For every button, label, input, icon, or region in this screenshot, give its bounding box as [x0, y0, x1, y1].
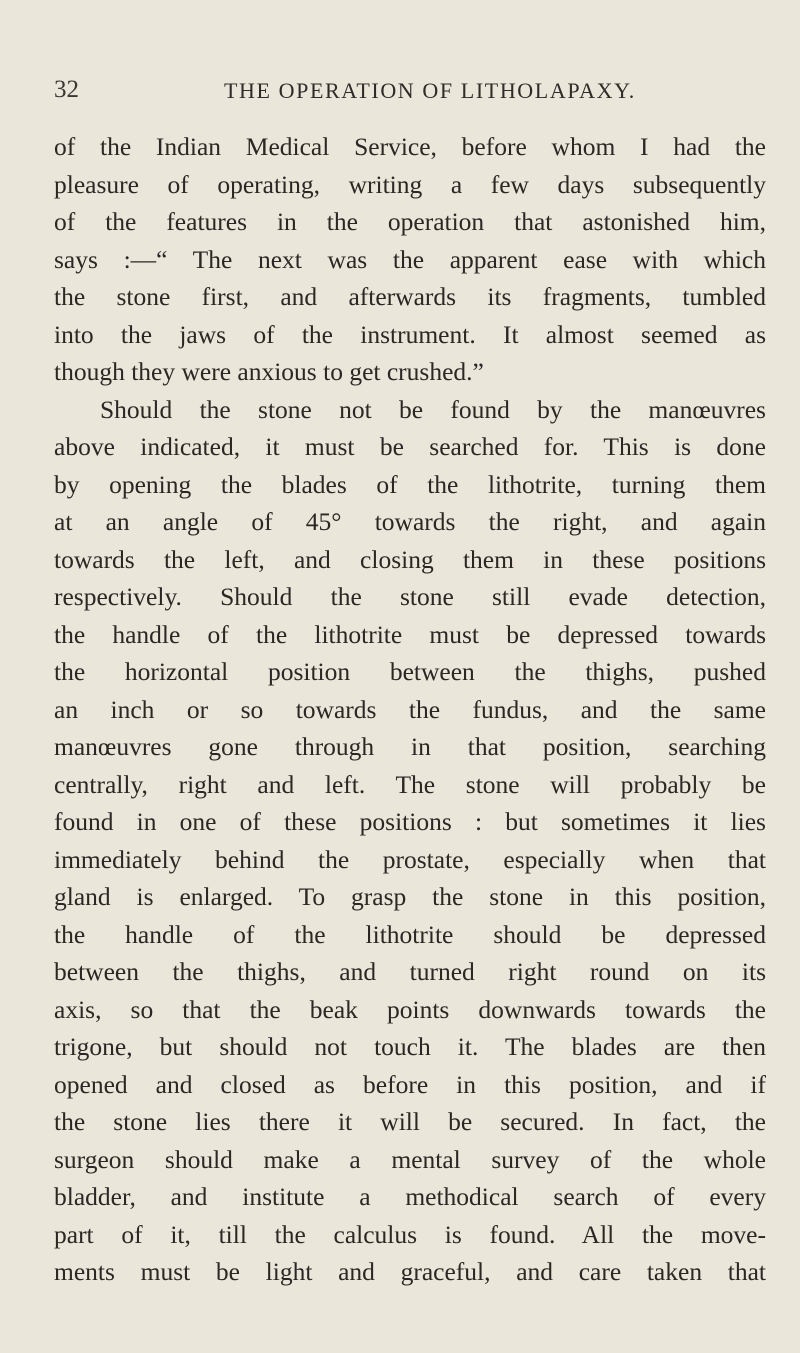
running-title: THE OPERATION OF LITHOLAPAXY. — [224, 78, 636, 103]
text-line: between the thighs, and turned right round on its — [54, 957, 766, 986]
text-line: centrally, right and left. The stone will probably be — [54, 769, 766, 799]
text-line: by opening the blades of the lithotrite, turning them — [54, 469, 766, 499]
text-line: says :—“ The next was the apparent ease with which — [54, 244, 766, 274]
text-line: of the features in the operation that astonished him, — [54, 207, 766, 236]
text-line: ments must be light and graceful, and care taken that — [54, 1257, 766, 1286]
running-head — [54, 76, 760, 110]
text-line: gland is enlarged. To grasp the stone in this position, — [54, 882, 766, 911]
text-line: manœuvres gone through in that position, searching — [54, 732, 766, 761]
text-line: the stone first, and afterwards its fragments, tumbled — [54, 282, 766, 311]
page-number: 32 — [54, 76, 79, 103]
text-line: the handle of the lithotrite must be depressed towards — [54, 619, 766, 649]
text-line: part of it, till the calculus is found. All the move- — [54, 1219, 766, 1249]
text-line: at an angle of 45° towards the right, and again — [54, 507, 766, 536]
text-line: the horizontal position between the thighs, pushed — [54, 657, 766, 686]
text-line: respectively. Should the stone still evade detection, — [54, 582, 766, 611]
text-line: found in one of these positions : but sometimes it lies — [54, 807, 766, 836]
text-line: trigone, but should not touch it. The blades are then — [54, 1032, 766, 1061]
text-line: of the Indian Medical Service, before whom I had the — [54, 132, 766, 161]
text-line: bladder, and institute a methodical search of every — [54, 1182, 766, 1211]
text-line: Should the stone not be found by the manœuvres — [100, 394, 766, 424]
text-line: though they were anxious to get crushed.” — [54, 357, 484, 386]
text-line: an inch or so towards the fundus, and the same — [54, 694, 766, 724]
text-line: above indicated, it must be searched for. This is done — [54, 432, 766, 461]
text-line: opened and closed as before in this position, and if — [54, 1069, 766, 1099]
text-line: pleasure of operating, writing a few days subsequently — [54, 169, 766, 199]
text-line: towards the left, and closing them in these positions — [54, 544, 766, 574]
text-line: axis, so that the beak points downwards towards the — [54, 994, 766, 1024]
text-line: into the jaws of the instrument. It almost seemed as — [54, 319, 766, 349]
body-text — [54, 128, 766, 1291]
text-line: the handle of the lithotrite should be depressed — [54, 919, 766, 949]
text-line: surgeon should make a mental survey of the whole — [54, 1144, 766, 1174]
text-line: immediately behind the prostate, especially when that — [54, 844, 766, 874]
text-line: the stone lies there it will be secured. In fact, the — [54, 1107, 766, 1136]
